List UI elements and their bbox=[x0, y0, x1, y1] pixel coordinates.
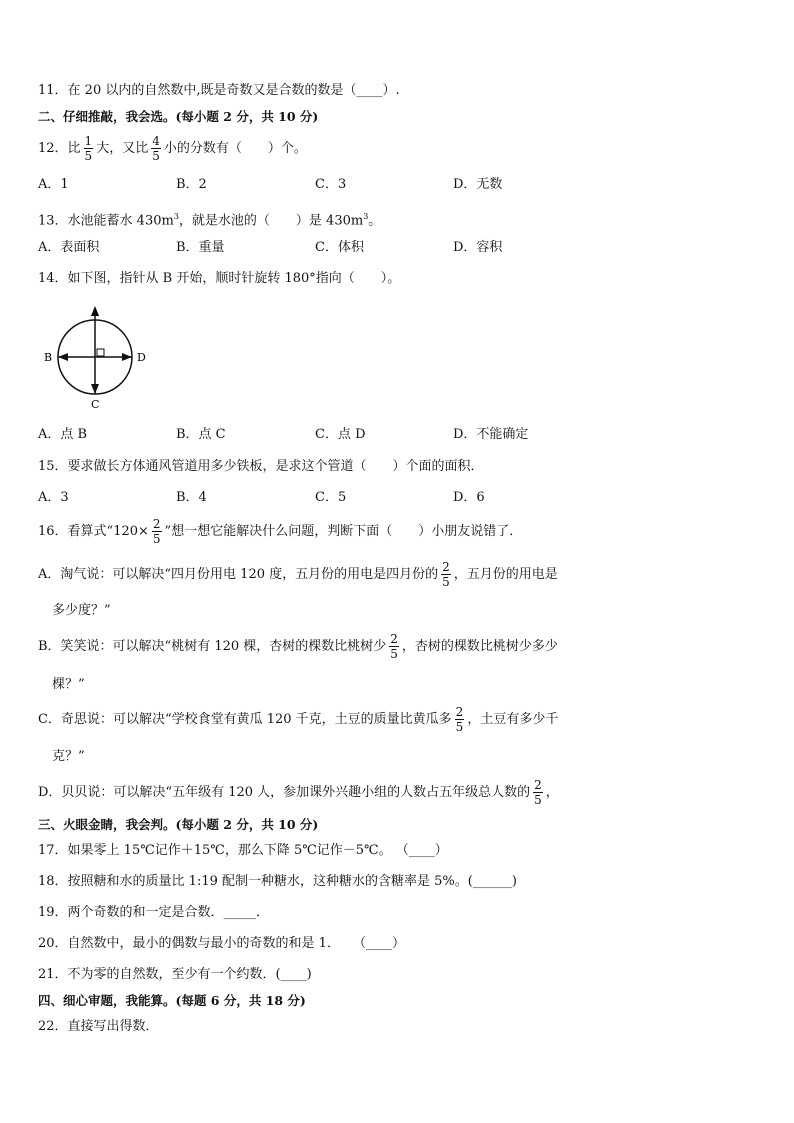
q16-option-b bbox=[38, 630, 558, 664]
q13-option-d: D．容积 bbox=[453, 240, 503, 255]
right-angle-mark bbox=[97, 349, 104, 356]
q16-b-fraction: $\frac{2}{5}$ bbox=[390, 632, 398, 661]
q16-c-fraction: $\frac{2}{5}$ bbox=[455, 705, 464, 734]
q16-pre: 16．看算式“120× bbox=[38, 524, 149, 539]
section-4-title: 四、细心审题，我能算。(每题 6 分，共 18 分) bbox=[38, 993, 306, 1008]
q16-option-a bbox=[38, 558, 558, 592]
question-14: 14．如下图，指针从 B 开始，顺时针旋转 180°指向（ ）。 bbox=[38, 271, 401, 286]
label-c: C bbox=[91, 398, 100, 411]
q15-option-d: D．6 bbox=[453, 490, 485, 505]
q16-a-post: ，五月份的用电是 bbox=[453, 567, 558, 582]
compass-figure bbox=[36, 300, 156, 415]
arrow-c-icon bbox=[91, 384, 99, 394]
q16-d-fraction: $\frac{2}{5}$ bbox=[534, 778, 542, 807]
q13-mid: ，就是水池的（ ）是 430m bbox=[178, 213, 364, 229]
q16-option-c-line2: 克？” bbox=[52, 749, 85, 764]
question-18: 18．按照糖和水的质量比 1:19 配制一种糖水，这种糖水的含糖率是 5%。(______) bbox=[38, 874, 517, 889]
q16-c-pre: C．奇思说：可以解决“学校食堂有黄瓜 120 千克，土豆的质量比黄瓜多 bbox=[38, 712, 452, 727]
q13-sup2: 3 bbox=[363, 212, 369, 221]
q13-post: 。 bbox=[368, 213, 382, 229]
q12-option-d: D．无数 bbox=[453, 177, 503, 192]
section-3-title: 三、火眼金睛，我会判。(每小题 2 分，共 10 分) bbox=[38, 817, 319, 832]
label-b: B bbox=[44, 351, 53, 364]
q16-d-post: ， bbox=[545, 785, 559, 800]
question-11: 11．在 20 以内的自然数中,既是奇数又是合数的数是（____）. bbox=[38, 83, 400, 98]
section-2-title: 二、仔细推敲，我会选。(每小题 2 分，共 10 分) bbox=[38, 109, 319, 124]
q12-post: 小的分数有（ ）个。 bbox=[163, 141, 307, 156]
q13-option-a: A．表面积 bbox=[38, 240, 100, 255]
q16-c-post: ，土豆有多少千 bbox=[467, 712, 559, 727]
label-a: A bbox=[91, 306, 99, 319]
q12-pre: 12．比 bbox=[38, 141, 81, 156]
fraction-4-5: $\frac{4}{5}$ bbox=[152, 134, 160, 163]
question-16 bbox=[38, 515, 522, 549]
q12-option-a: A．1 bbox=[38, 177, 69, 192]
q15-option-c: C．5 bbox=[315, 490, 347, 505]
q13-sup1: 3 bbox=[173, 212, 179, 221]
question-20: 20．自然数中，最小的偶数与最小的奇数的和是 1． （____） bbox=[38, 936, 405, 951]
question-15: 15．要求做长方体通风管道用多少铁板，是求这个管道（ ）个面的面积． bbox=[38, 459, 484, 474]
question-19: 19．两个奇数的和一定是合数．_____． bbox=[38, 905, 270, 920]
q16-option-c bbox=[38, 703, 558, 737]
q14-option-d: D．不能确定 bbox=[453, 427, 529, 442]
q14-option-c: C．点 D bbox=[315, 427, 366, 442]
q16-b-post: ，杏树的棵数比桃树少多少 bbox=[401, 639, 558, 654]
question-12 bbox=[38, 132, 307, 166]
q14-option-a: A．点 B bbox=[38, 427, 88, 442]
q16-a-pre: A．淘气说：可以解决“四月份用电 120 度，五月份的用电是四月份的 bbox=[38, 567, 439, 582]
q13-option-c: C．体积 bbox=[315, 240, 364, 255]
arrow-d-icon bbox=[122, 353, 132, 361]
q16-option-d bbox=[38, 776, 559, 810]
q12-mid: 大，又比 bbox=[96, 141, 149, 156]
q13-option-b: B．重量 bbox=[176, 240, 225, 255]
fraction-1-5: $\frac{1}{5}$ bbox=[84, 134, 93, 163]
question-22: 22．直接写出得数． bbox=[38, 1019, 159, 1034]
q16-fraction: $\frac{2}{5}$ bbox=[152, 517, 161, 546]
q16-post: ”想一想它能解决什么问题，判断下面（ ）小朋友说错了． bbox=[164, 524, 523, 539]
q16-a-fraction: $\frac{2}{5}$ bbox=[442, 560, 450, 589]
arrow-b-icon bbox=[58, 353, 68, 361]
q13-pre: 13．水池能蓄水 430m bbox=[38, 213, 174, 229]
question-21: 21．不为零的自然数，至少有一个约数．(____) bbox=[38, 967, 312, 982]
q16-b-pre: B．笑笑说：可以解决“桃树有 120 棵，杏树的棵数比桃树少 bbox=[38, 639, 387, 654]
q16-option-b-line2: 棵？” bbox=[52, 677, 85, 692]
question-17: 17．如果零上 15℃记作＋15℃，那么下降 5℃记作－5℃。 （____） bbox=[38, 843, 448, 858]
q15-option-a: A．3 bbox=[38, 490, 69, 505]
q16-option-a-line2: 多少度？” bbox=[52, 603, 111, 618]
q14-option-b: B．点 C bbox=[176, 427, 226, 442]
question-13 bbox=[38, 208, 381, 230]
q16-d-pre: D．贝贝说：可以解决“五年级有 120 人，参加课外兴趣小组的人数占五年级总人数的 bbox=[38, 785, 531, 800]
q12-option-b: B．2 bbox=[176, 177, 207, 192]
label-d: D bbox=[137, 351, 146, 364]
q15-option-b: B．4 bbox=[176, 490, 207, 505]
q12-option-c: C．3 bbox=[315, 177, 347, 192]
